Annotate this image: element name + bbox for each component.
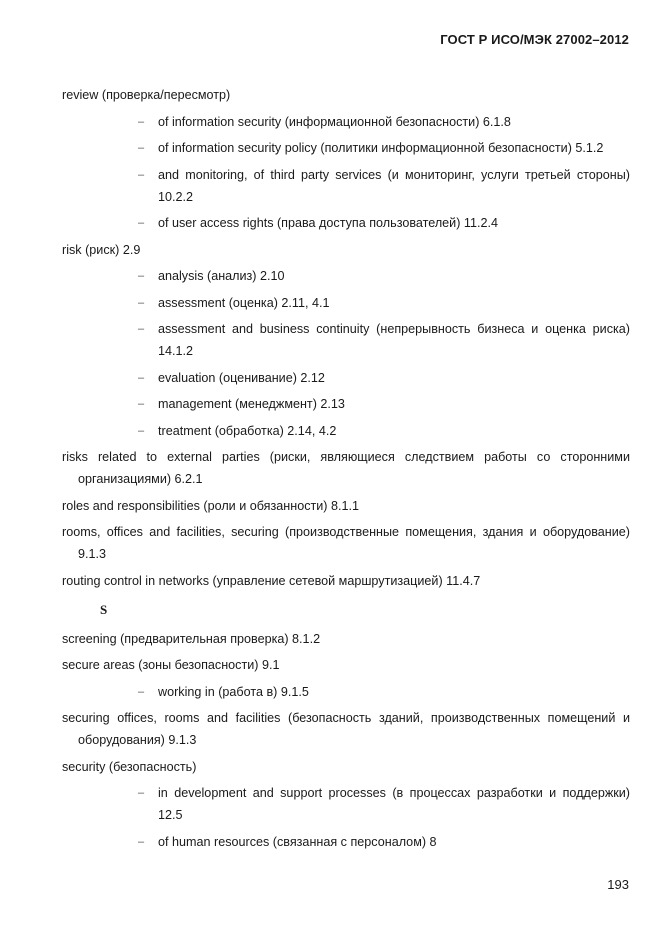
index-entry-security: security (безопасность)	[62, 759, 197, 774]
dash-marker: –	[138, 398, 145, 410]
index-subentry	[138, 318, 630, 362]
index-subentry	[138, 782, 630, 826]
dash-marker: –	[138, 685, 145, 698]
index-subentry	[138, 212, 630, 234]
index-subentry	[138, 111, 630, 133]
subentry-text: working in (работа в) 9.1.5	[158, 684, 309, 699]
index-entry-risks-external: risks related to external parties (риски, являющиеся следствием работы со сторонними организациями) 6.2.1	[62, 450, 630, 486]
index-entry-securing-offices: securing offices, rooms and facilities (безопасность зданий, производственных помещений и оборудования) 9.1.3	[62, 711, 630, 747]
index-entry-screening: screening (предварительная проверка) 8.1.2	[62, 631, 321, 646]
dash-marker: –	[138, 787, 145, 799]
subentry-text: and monitoring, of third party services (и мониторинг, услуги третьей стороны) 10.2.2	[158, 167, 630, 204]
subentry-text: management (менеджмент) 2.13	[158, 397, 345, 411]
index-entry-roles: roles and responsibilities (роли и обязанности) 8.1.1	[62, 498, 359, 513]
index-entries	[62, 84, 630, 857]
index-entry-review: review (проверка/пересмотр)	[62, 88, 231, 102]
index-subentry	[138, 393, 630, 415]
dash-marker: –	[138, 115, 145, 128]
index-subentry	[138, 681, 630, 703]
section-letter-s: S	[100, 601, 108, 617]
dash-marker: –	[138, 371, 145, 384]
subentry-text: analysis (анализ) 2.10	[158, 269, 285, 283]
dash-marker: –	[138, 296, 145, 309]
index-entry-secure-areas: secure areas (зоны безопасности) 9.1	[62, 658, 280, 672]
dash-marker: –	[138, 323, 145, 335]
subentry-text: of human resources (связанная с персоналом) 8	[158, 834, 437, 849]
subentry-text: assessment (оценка) 2.11, 4.1	[158, 295, 330, 310]
index-subentry	[138, 265, 630, 287]
index-subentry	[138, 137, 630, 159]
index-entry-risk: risk (риск) 2.9	[62, 242, 141, 257]
subentry-text: of information security (информационной безопасности) 6.1.8	[158, 114, 511, 129]
dash-marker: –	[138, 168, 145, 181]
document-header: ГОСТ Р ИСО/МЭК 27002–2012	[440, 32, 629, 47]
index-subentry	[138, 164, 630, 208]
subentry-text: assessment and business continuity (непрерывность бизнеса и оценка риска) 14.1.2	[158, 322, 630, 358]
dash-marker: –	[138, 217, 145, 229]
dash-marker: –	[138, 142, 145, 154]
dash-marker: –	[138, 424, 145, 437]
subentry-text: treatment (обработка) 2.14, 4.2	[158, 423, 337, 438]
index-entry-rooms: rooms, offices and facilities, securing (производственные помещения, здания и оборудование) 9.1.3	[62, 525, 630, 561]
index-entry-routing: routing control in networks (управление сетевой маршрутизацией) 11.4.7	[62, 573, 481, 588]
subentry-text: in development and support processes (в процессах разработки и поддержки) 12.5	[158, 786, 630, 822]
index-subentry	[138, 420, 630, 442]
subentry-text: of user access rights (права доступа пользователей) 11.2.4	[158, 216, 498, 230]
subentry-text: evaluation (оценивание) 2.12	[158, 370, 325, 385]
index-subentry	[138, 292, 630, 314]
page-number: 193	[607, 877, 629, 892]
index-subentry	[138, 367, 630, 389]
dash-marker: –	[138, 270, 145, 282]
index-subentry	[138, 831, 630, 853]
subentry-text: of information security policy (политики информационной безопасности) 5.1.2	[158, 141, 604, 155]
dash-marker: –	[138, 835, 145, 848]
